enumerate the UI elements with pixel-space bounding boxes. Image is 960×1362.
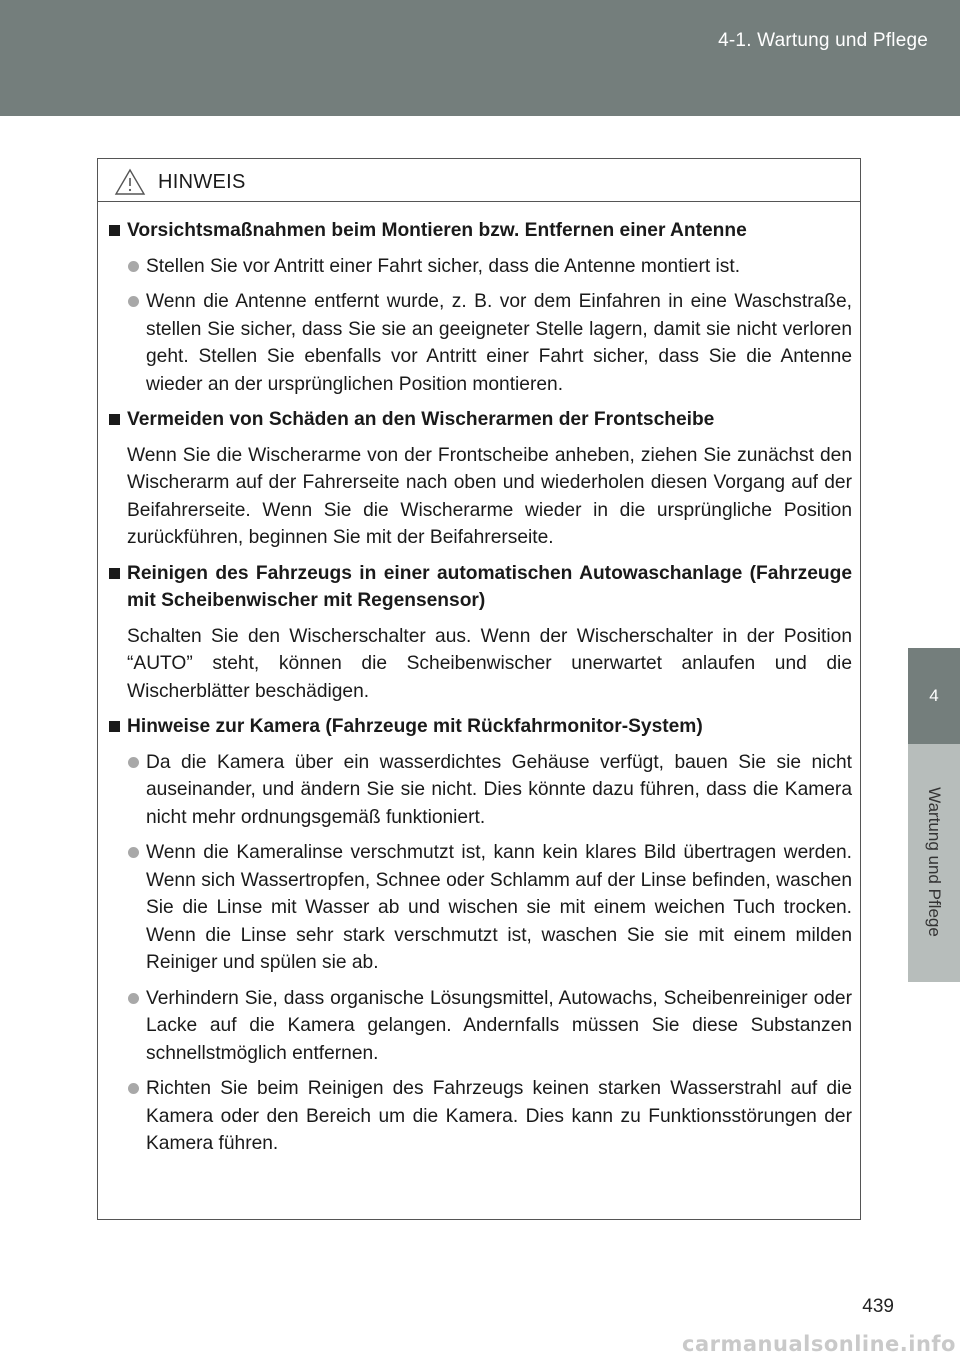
list-item: Verhindern Sie, dass organische Lösungsmittel, Autowachs, Scheibenreiniger oder Lacke auf die Kamera gelangen. Andernfalls müssen Sie diese Substanzen schnellstmöglich entfernen. — [109, 985, 852, 1068]
list-item: Stellen Sie vor Antritt einer Fahrt sicher, dass die Antenne montiert ist. — [109, 253, 852, 281]
list-item: Wenn die Kameralinse verschmutzt ist, kann kein klares Bild übertragen werden. Wenn sich Wassertropfen, Schnee oder Schlamm auf der Linse befinden, waschen Sie die Linse mit Wasser ab und wischen sie mit einem weichen Tuch trocken. Wenn die Linse sehr stark verschmutzt ist, waschen Sie sie mit einem milden Reiniger und spülen sie ab. — [109, 839, 852, 977]
square-bullet-icon — [109, 721, 120, 732]
section-heading: Hinweise zur Kamera (Fahrzeuge mit Rückfahrmonitor-System) — [109, 713, 852, 741]
list-item: Wenn die Antenne entfernt wurde, z. B. vor dem Einfahren in eine Waschstraße, stellen Sie sicher, dass Sie sie an geeigneter Stelle lagern, damit sie nicht verloren geht. Stellen Sie ebenfalls vor Antritt einer Fahrt sicher, dass Sie die Antenne wieder an der ursprünglichen Position montieren. — [109, 288, 852, 398]
notice-title: HINWEIS — [158, 171, 246, 193]
round-bullet-icon — [128, 296, 139, 307]
header-band — [0, 0, 960, 116]
section-heading: Vermeiden von Schäden an den Wischerarmen der Frontscheibe — [109, 406, 852, 434]
round-bullet-icon — [128, 261, 139, 272]
section-heading: Vorsichtsmaßnahmen beim Montieren bzw. Entfernen einer Antenne — [109, 217, 852, 245]
watermark: carmanualsonline.info — [682, 1332, 956, 1356]
section-heading: Reinigen des Fahrzeugs in einer automatischen Autowaschanlage (Fahrzeuge mit Scheibenwischer mit Regensensor) — [109, 560, 852, 615]
warning-triangle-icon — [114, 168, 146, 196]
chapter-label: Wartung und Pflege — [925, 787, 944, 937]
square-bullet-icon — [109, 414, 120, 425]
round-bullet-icon — [128, 847, 139, 858]
notice-header — [98, 159, 860, 202]
list-item: Da die Kamera über ein wasserdichtes Gehäuse verfügt, bauen Sie sie nicht auseinander, und ändern Sie sie nicht. Dies könnte dazu führen, dass die Kamera nicht mehr ordnungsgemäß funktioniert. — [109, 749, 852, 832]
square-bullet-icon — [109, 225, 120, 236]
notice-content — [98, 201, 860, 1166]
chapter-number: 4 — [929, 686, 939, 705]
page-number: 439 — [862, 1296, 894, 1317]
round-bullet-icon — [128, 757, 139, 768]
section-paragraph: Schalten Sie den Wischerschalter aus. Wenn der Wischerschalter in der Position “AUTO” steht, können die Scheibenwischer unerwartet anlaufen und die Wischerblätter beschädigen. — [127, 625, 852, 702]
notice-box — [97, 158, 861, 1220]
square-bullet-icon — [109, 568, 120, 579]
round-bullet-icon — [128, 1083, 139, 1094]
list-item: Richten Sie beim Reinigen des Fahrzeugs keinen starken Wasserstrahl auf die Kamera oder den Bereich um die Kamera. Dies kann zu Funktionsstörungen der Kamera führen. — [109, 1075, 852, 1158]
section-paragraph: Wenn Sie die Wischerarme von der Frontscheibe anheben, ziehen Sie zunächst den Wischerarm auf der Fahrerseite nach oben und wiederholen diesen Vorgang auf der Beifahrerseite. Wenn Sie die Wischerarme wieder in die ursprüngliche Position zurückführen, beginnen Sie mit der Beifahrerseite. — [127, 444, 852, 548]
round-bullet-icon — [128, 993, 139, 1004]
section-title: 4-1. Wartung und Pflege — [718, 30, 928, 51]
